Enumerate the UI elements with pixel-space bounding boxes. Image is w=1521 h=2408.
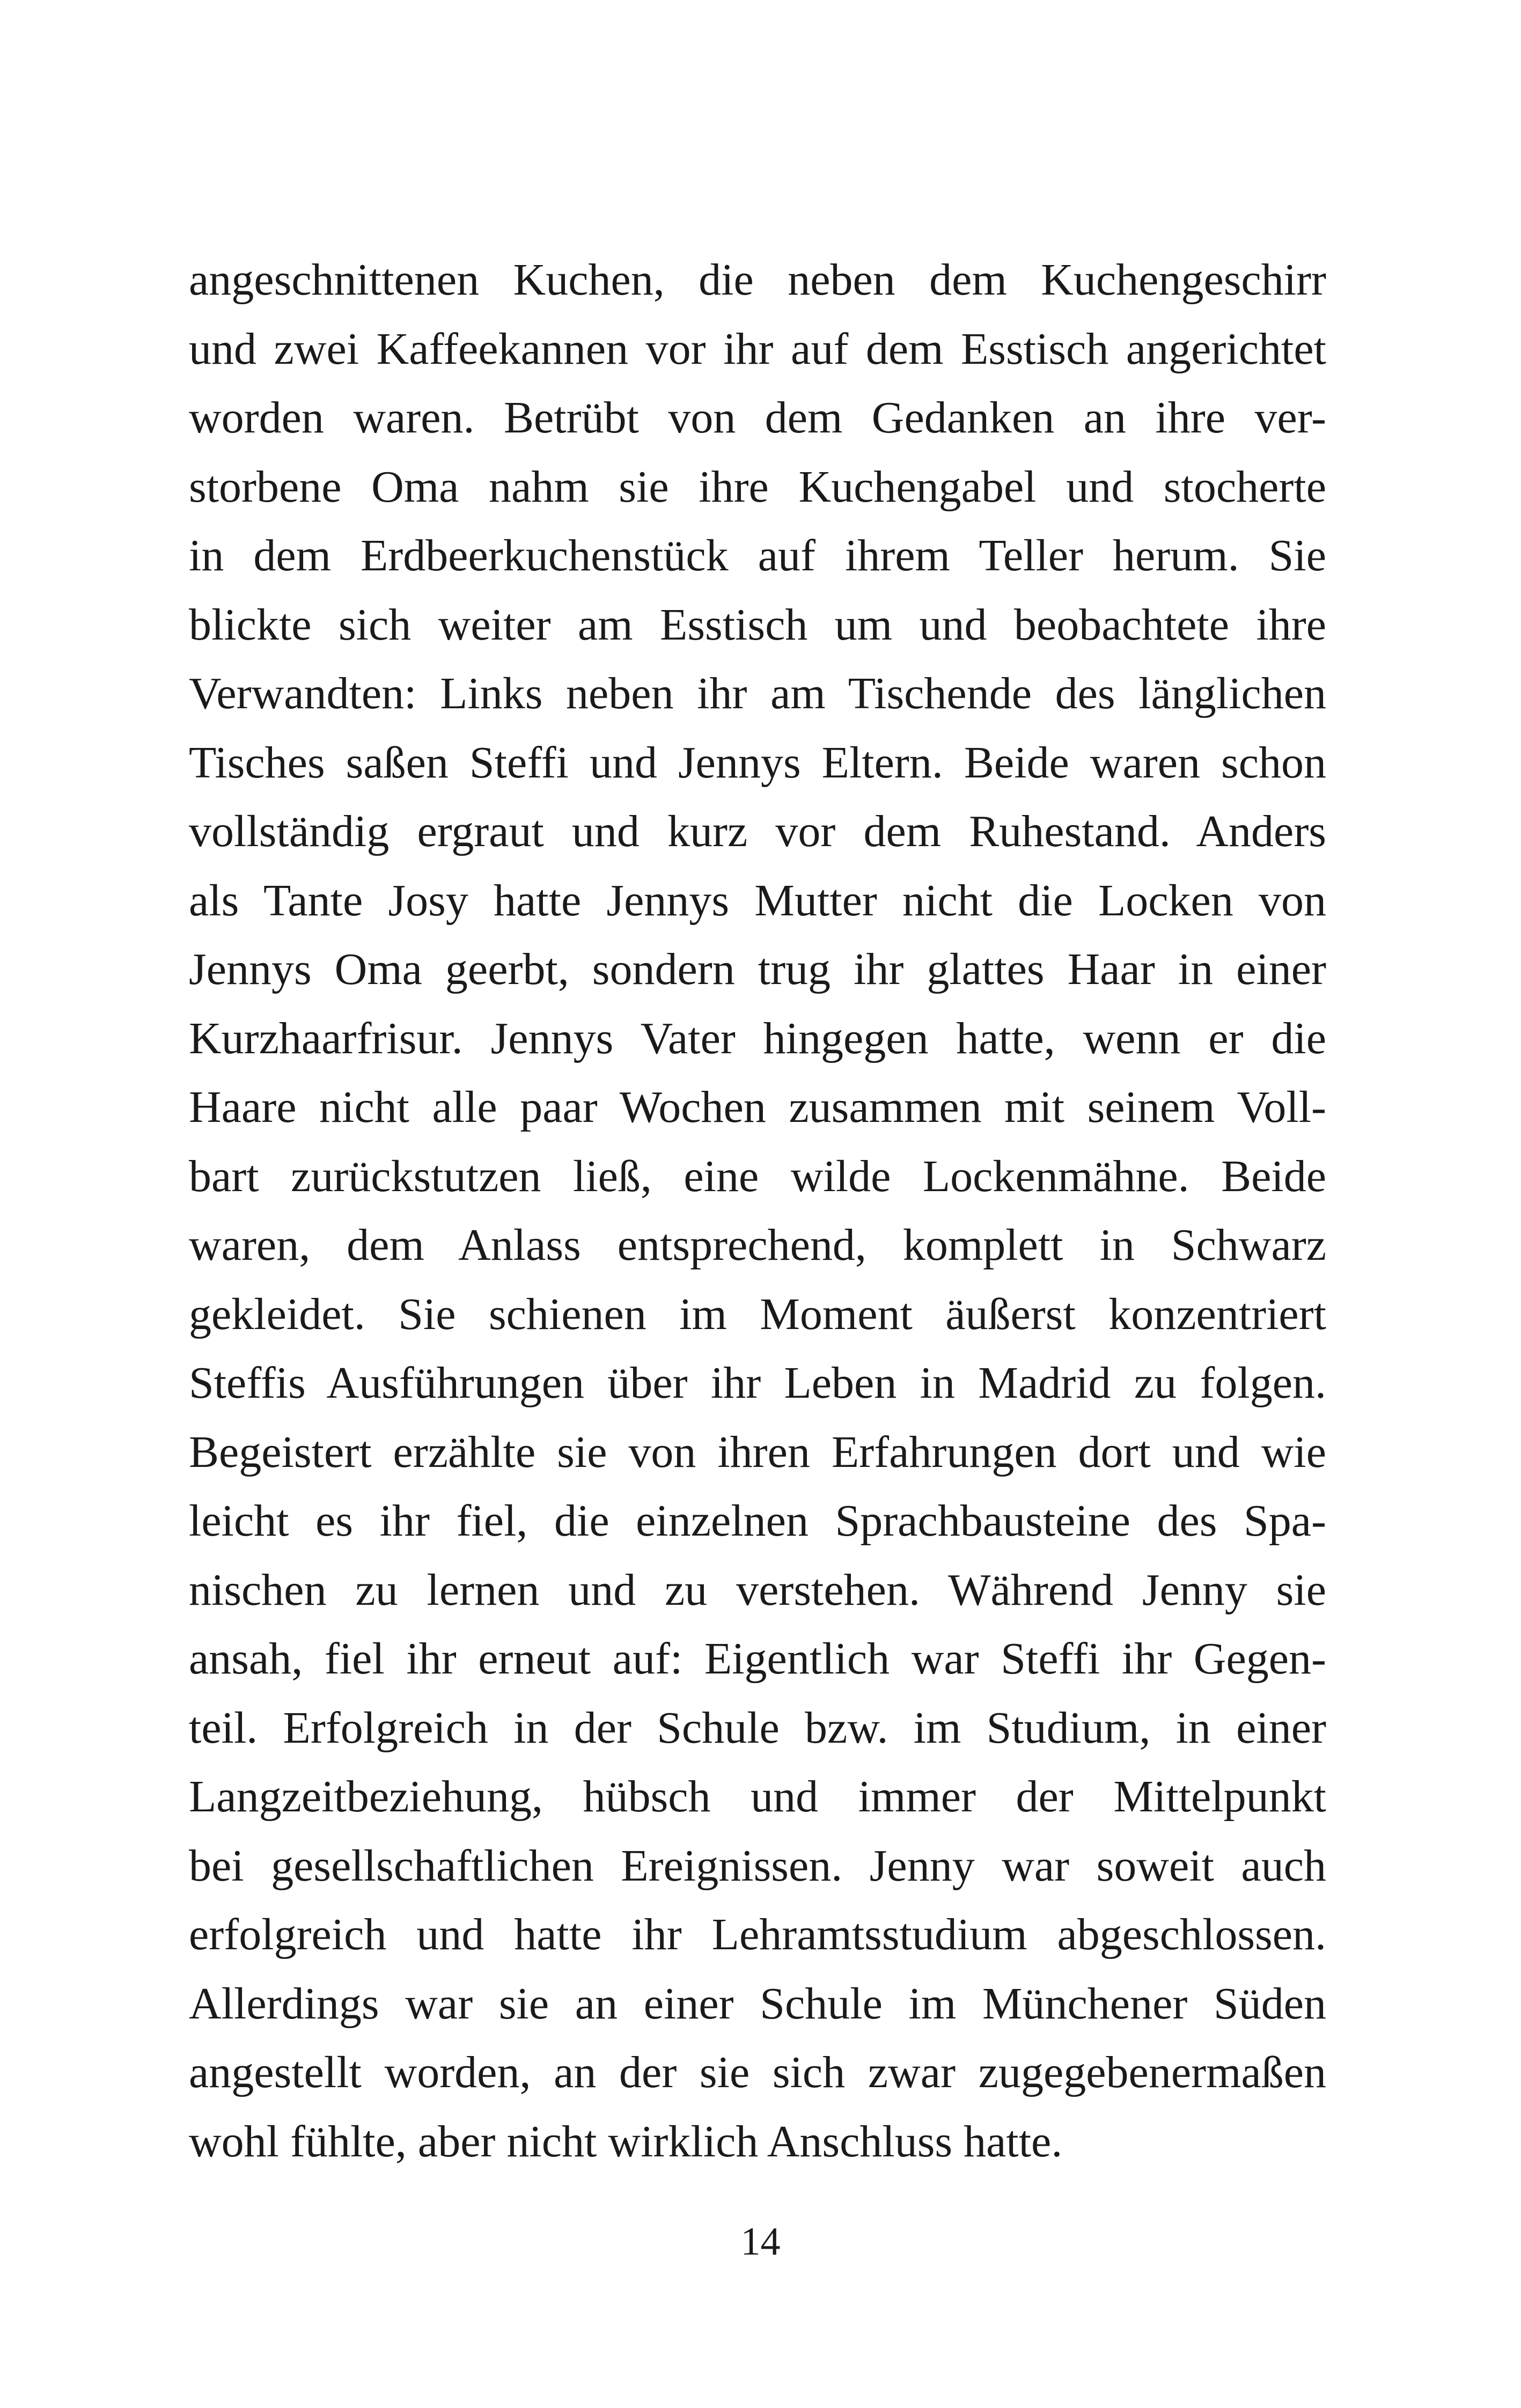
text-line: gekleidet. Sie schienen im Moment äußerst konzentriert [189,1289,1326,1339]
text-line: worden waren. Betrübt von dem Gedanken an ihre ver- [189,393,1326,443]
text-line: Haare nicht alle paar Wochen zusammen mit seinem Voll- [189,1082,1326,1132]
text-line: erfolgreich und hatte ihr Lehramtsstudium abgeschlossen. [189,1910,1326,1959]
text-line: storbene Oma nahm sie ihre Kuchengabel und stocherte [189,461,1326,512]
text-line: vollständig ergraut und kurz vor dem Ruhestand. Anders [189,806,1326,856]
text-line: bart zurückstutzen ließ, eine wilde Lockenmähne. Beide [189,1151,1326,1201]
text-line: Langzeitbeziehung, hübsch und immer der Mittelpunkt [189,1772,1326,1822]
text-line-last: wohl fühlte, aber nicht wirklich Anschluss hatte. [189,2116,1063,2167]
text-line: angeschnittenen Kuchen, die neben dem Kuchengeschirr [189,255,1326,305]
text-line: und zwei Kaffeekannen vor ihr auf dem Esstisch angerichtet [189,324,1326,374]
text-line: waren, dem Anlass entsprechend, komplett in Schwarz [189,1220,1326,1270]
text-line: angestellt worden, an der sie sich zwar zugegebenermaßen [189,2047,1326,2097]
body-text [189,246,1326,2176]
text-line: leicht es ihr fiel, die einzelnen Sprachbausteine des Spa- [189,1496,1326,1546]
text-line: in dem Erdbeerkuchenstück auf ihrem Teller herum. Sie [189,531,1326,581]
text-line: Allerdings war sie an einer Schule im Münchener Süden [189,1978,1326,2029]
text-line: Jennys Oma geerbt, sondern trug ihr glattes Haar in einer [189,944,1326,994]
text-line: Tisches saßen Steffi und Jennys Eltern. Beide waren schon [189,737,1326,788]
text-line: bei gesellschaftlichen Ereignissen. Jenny war soweit auch [189,1840,1326,1891]
text-line: Steffis Ausführungen über ihr Leben in Madrid zu folgen. [189,1358,1326,1408]
text-line: als Tante Josy hatte Jennys Mutter nicht die Locken von [189,875,1326,926]
text-line: blickte sich weiter am Esstisch um und beobachtete ihre [189,599,1326,650]
text-line: Verwandten: Links neben ihr am Tischende des länglichen [189,669,1326,718]
page-number: 14 [740,2220,781,2264]
text-line: teil. Erfolgreich in der Schule bzw. im Studium, in einer [189,1702,1326,1753]
text-line: Begeistert erzählte sie von ihren Erfahrungen dort und wie [189,1427,1326,1477]
text-line: Kurzhaarfrisur. Jennys Vater hingegen hatte, wenn er die [189,1013,1326,1063]
text-line: ansah, fiel ihr erneut auf: Eigentlich war Steffi ihr Gegen- [189,1634,1326,1684]
text-line: nischen zu lernen und zu verstehen. Während Jenny sie [189,1565,1326,1615]
